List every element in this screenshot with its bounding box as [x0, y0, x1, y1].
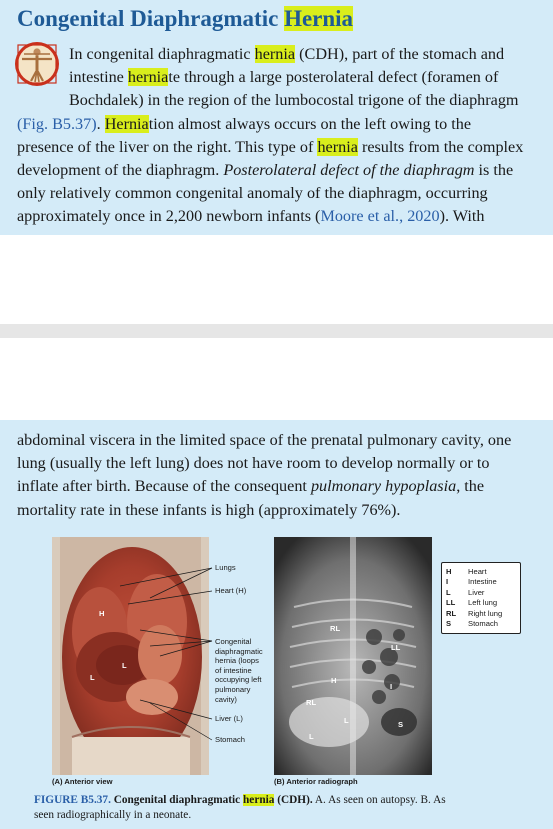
reference-link[interactable]: Moore et al., 2020 — [320, 207, 440, 226]
legend-row — [446, 567, 487, 576]
figure-caption — [34, 793, 534, 823]
on-image-label-H: H — [99, 609, 105, 618]
caption-title-end: (CDH). — [274, 794, 313, 806]
panel-a-caption: (A) Anterior view — [52, 777, 113, 786]
text-run: , the — [456, 477, 485, 496]
italic-term: Posterolateral defect of the diaphragm — [223, 161, 475, 180]
panel-b-caption: (B) Anterior radiograph — [274, 777, 358, 786]
on-image-label-L1: L — [90, 673, 95, 682]
label-cdh-line: diaphragmatic — [215, 646, 263, 656]
legend-text: Right lung — [468, 608, 503, 618]
legend-row — [446, 619, 498, 628]
xray-label-S: S — [398, 720, 404, 729]
legend-text: Heart — [468, 567, 487, 576]
label-cdh — [215, 637, 263, 704]
legend-abbr: LL — [446, 598, 456, 608]
xray-label-LL: LL — [391, 643, 401, 652]
text-run: inflate after birth. Because of the consequent — [17, 477, 311, 496]
caption-fig-label: FIGURE B5.37. — [34, 794, 111, 806]
legend-text: Stomach — [468, 619, 498, 628]
reference-link[interactable]: (Fig. B5.37) — [17, 114, 97, 133]
label-cdh-line: of intestine — [215, 665, 252, 675]
legend-abbr: L — [446, 587, 451, 597]
legend-text: Liver — [468, 587, 485, 597]
text-run: presence of the liver on the right. This type of — [17, 137, 318, 156]
legend-text: Intestine — [468, 577, 497, 587]
xray-label-RL1: RL — [330, 624, 341, 633]
search-highlight: hernia — [317, 137, 358, 156]
xray-label-L1: L — [344, 716, 349, 725]
label-lungs: Lungs — [215, 563, 236, 572]
text-run: results from the complex — [357, 137, 524, 156]
legend-abbr: RL — [446, 608, 457, 618]
label-heart: Heart (H) — [215, 586, 247, 595]
text-run: abdominal viscera in the limited space of the prenatal pulmonary cavity, one — [17, 431, 512, 449]
text-run: lung (usually the left lung) does not have room to develop normally or to — [17, 454, 490, 473]
legend-row — [446, 577, 497, 586]
title-text: Congenital Diaphragmatic — [17, 6, 285, 31]
search-highlight: Hernia — [104, 114, 149, 133]
label-cdh-line: cavity) — [215, 694, 237, 704]
text-run: In congenital diaphragmatic — [69, 45, 255, 63]
text-run: (CDH), part of the stomach and — [295, 45, 505, 63]
figure-legend — [441, 562, 521, 634]
text-run: ). With — [439, 207, 485, 226]
legend-text: Left lung — [468, 598, 498, 608]
xray-label-H: H — [331, 676, 337, 685]
text-run: te through a large posterolateral defect (foramen of — [168, 68, 499, 87]
legend-row — [446, 598, 497, 607]
label-cdh-line: pulmonary — [215, 684, 251, 694]
label-cdh-line: hernia (loops — [215, 656, 259, 666]
text-run: . — [96, 114, 105, 133]
legend-row — [446, 609, 502, 618]
text-run: tion almost always occurs on the left owing to the — [148, 114, 472, 133]
search-highlight: hernia — [127, 68, 169, 87]
xray-label-I: I — [390, 682, 393, 691]
caption-text: seen radiographically in a neonate. — [34, 809, 192, 821]
label-liver: Liver (L) — [215, 714, 243, 723]
text-run: only relatively common congenital anomaly of the diaphragm, occurring — [17, 184, 488, 203]
xray-image — [274, 537, 432, 775]
legend-abbr: S — [446, 619, 452, 628]
xray-label-L2: L — [309, 732, 314, 741]
label-cdh-line: occupying left — [215, 675, 262, 685]
legend-row — [446, 588, 484, 597]
italic-term: pulmonary hypoplasia — [310, 477, 457, 496]
text-run: development of the diaphragm. — [17, 161, 224, 180]
label-cdh-line: Congenital — [215, 637, 252, 646]
text-run: intestine — [69, 68, 128, 87]
legend-abbr: H — [446, 567, 452, 576]
label-stomach: Stomach — [215, 735, 245, 744]
legend-abbr: I — [446, 577, 449, 587]
text-run: Bochdalek) in the region of the lumbocostal trigone of the diaphragm — [69, 91, 519, 110]
search-highlight: hernia — [254, 45, 296, 63]
text-run: is the — [474, 161, 514, 180]
caption-title: Congenital diaphragmatic — [113, 794, 244, 806]
xray-label-RL2: RL — [306, 698, 317, 707]
on-image-label-L2: L — [122, 661, 127, 670]
text-run: approximately once in 2,200 newborn infants ( — [17, 207, 321, 226]
caption-title-highlight: hernia — [243, 794, 275, 806]
caption-text: A. As seen on autopsy. B. As — [312, 794, 446, 806]
text-run: mortality rate in these infants is high (approximately 76%). — [17, 500, 401, 519]
title-highlight: Hernia — [284, 6, 354, 31]
